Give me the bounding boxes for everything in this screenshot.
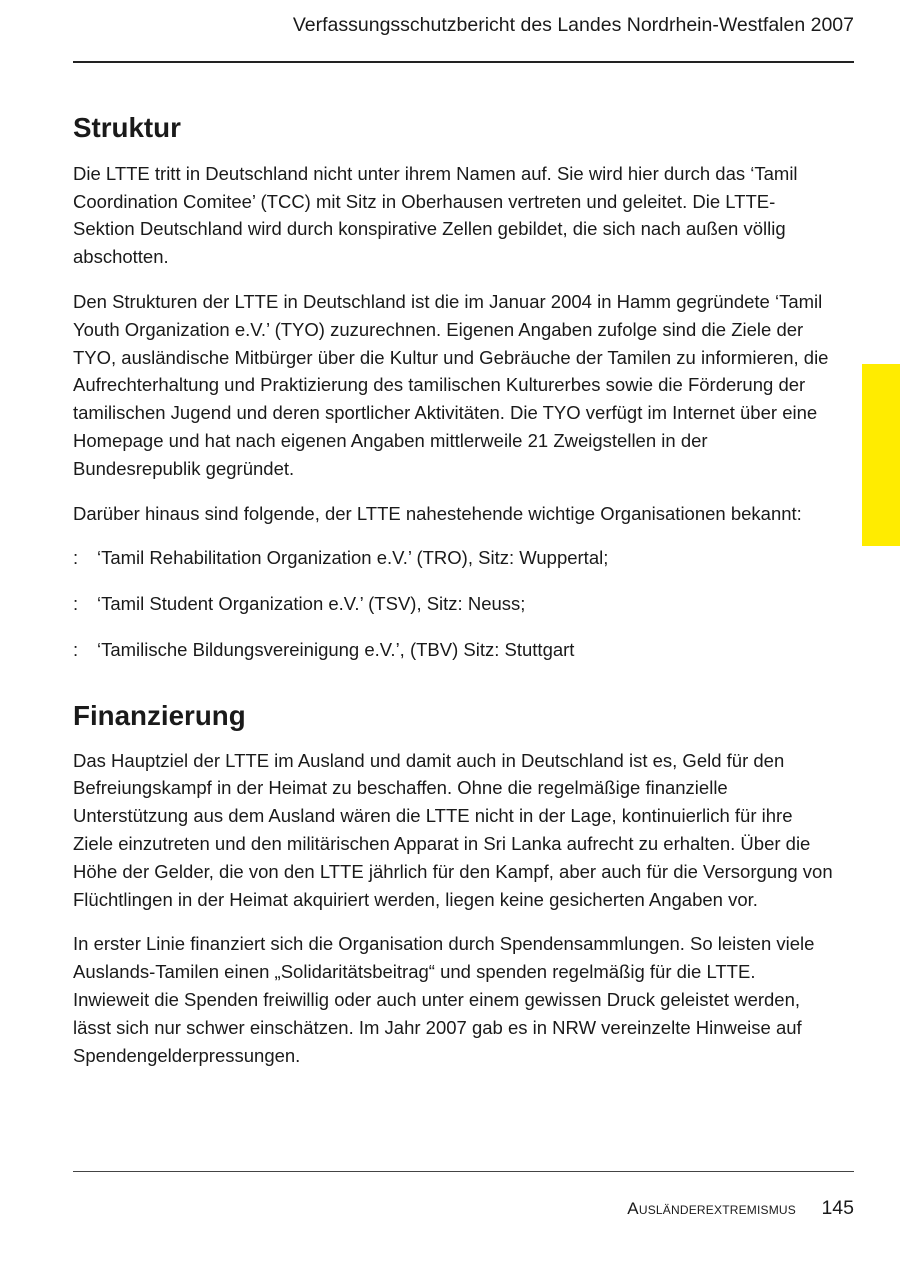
paragraph: Die LTTE tritt in Deutschland nicht unter ihrem Namen auf. Sie wird hier durch das ‘Tamil Coordination Comitee’ (TCC) mit Sitz in Oberhausen vertreten und geleitet. Die LTTE-Sektion Deutschland wird durch konspirative Zellen gebildet, die sich nach außen völlig abschotten. bbox=[73, 162, 798, 268]
section-heading-struktur: Struktur bbox=[73, 112, 181, 143]
paragraph: Darüber hinaus sind folgende, der LTTE nahestehende wichtige Organisationen bekannt: bbox=[73, 502, 802, 524]
list-marker: : bbox=[73, 638, 79, 660]
list-marker: : bbox=[73, 547, 79, 569]
list-item-text: ‘Tamilische Bildungsvereinigung e.V.’, (TBV) Sitz: Stuttgart bbox=[97, 638, 575, 660]
section-heading-finanzierung: Finanzierung bbox=[73, 699, 246, 731]
header-divider bbox=[73, 61, 854, 63]
list-item-text: ‘Tamil Student Organization e.V.’ (TSV), Sitz: Neuss; bbox=[97, 593, 526, 615]
list-item bbox=[73, 590, 833, 618]
paragraph: In erster Linie finanziert sich die Organisation durch Spendensammlungen. So leisten viele Auslands-Tamilen einen „Solidaritätsbeitrag“ und spenden regelmäßig für die LTTE. Inwieweit die Spenden freiwillig oder auch unter einem gewissen Druck geleistet werden, lässt sich nur schwer einschätzen. Im Jahr 2007 gab es in NRW vereinzelte Hinweise auf Spendengelderpressungen. bbox=[73, 933, 815, 1066]
list-item bbox=[73, 636, 833, 664]
paragraph: Das Hauptziel der LTTE im Ausland und damit auch in Deutschland ist es, Geld für den Befreiungskampf in der Heimat zu beschaffen. Ohne die regelmäßige finanzielle Unterstützung aus dem Ausland wären die LTTE nicht in der Lage, kontinuierlich für ihre Ziele einzutreten und den militärischen Apparat in Sri Lanka aufrecht zu erhalten. Über die Höhe der Gelder, die von den LTTE jährlich für den Kampf, aber auch für die Versorgung von Flüchtlingen in der Heimat akquiriert werden, liegen keine gesicherten Angaben vor. bbox=[73, 749, 833, 910]
paragraph: Den Strukturen der LTTE in Deutschland ist die im Januar 2004 in Hamm gegründete ‘Tamil Youth Organization e.V.’ (TYO) zuzurechnen. Eigenen Angaben zufolge sind die Ziele der TYO, ausländische Mitbürger über die Kultur und Gebräuche der Tamilen zu informieren, die Aufrechterhaltung und Praktizierung des tamilischen Kulturerbes sowie die Förderung der tamilischen Jugend und deren sportlicher Aktivitäten. Die TYO verfügt im Internet über eine Homepage und hat nach eigenen Angaben mittlerweile 21 Zweigstellen in der Bundesrepublik gegründet. bbox=[73, 290, 829, 479]
page-number: 145 bbox=[821, 1197, 854, 1219]
chapter-tab-marker bbox=[862, 364, 900, 546]
footer-section-title: Ausländerextremismus bbox=[627, 1199, 796, 1218]
page-body bbox=[73, 114, 833, 1086]
list-item bbox=[73, 544, 833, 572]
footer-divider bbox=[73, 1171, 854, 1172]
list-marker: : bbox=[73, 593, 79, 615]
list-item-text: ‘Tamil Rehabilitation Organization e.V.’ (TRO), Sitz: Wuppertal; bbox=[97, 547, 609, 569]
running-header-title: Verfassungsschutzbericht des Landes Nordrhein-Westfalen 2007 bbox=[292, 14, 854, 36]
